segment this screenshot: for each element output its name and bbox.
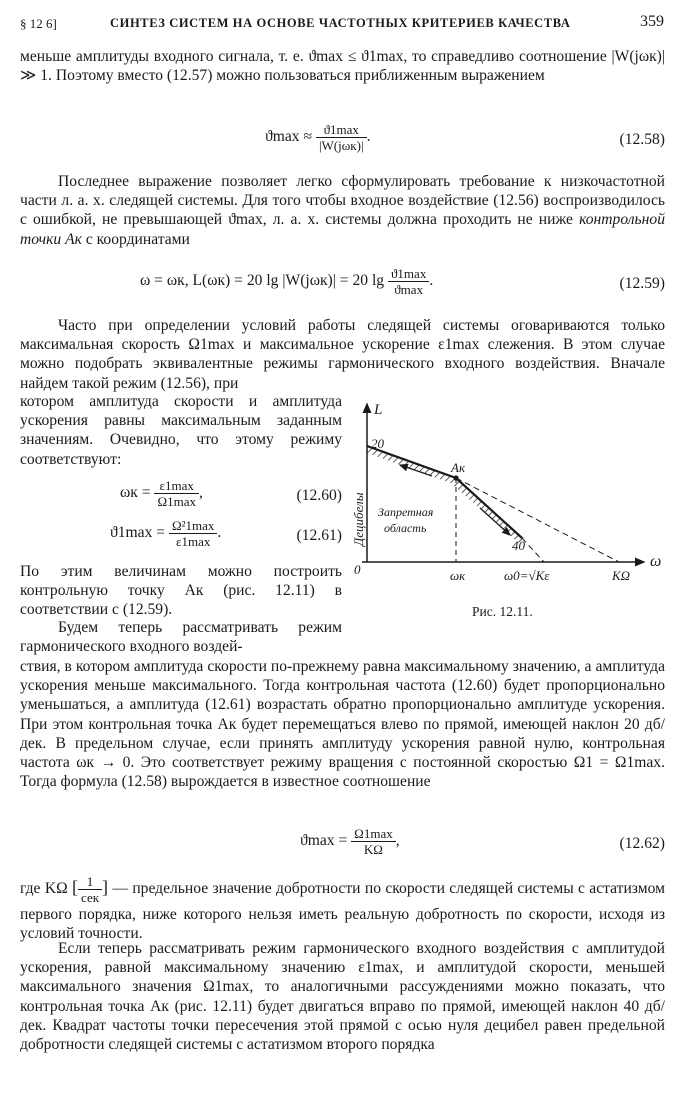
wk-label: ωк	[450, 568, 466, 583]
page-number: 359	[640, 13, 664, 30]
region-label-2: область	[384, 521, 427, 535]
fraction: $\frac{\varepsilon 1\max}{\Omega 1\max}$	[154, 478, 199, 509]
equation-number: (12.60)	[296, 487, 342, 504]
equation-12-59: ω = ωк, L(ωк) = 20 lg |W(jωк)| = 20 lg $\frac{ϑ1\max}{ϑ\max}$ . (12.59)	[140, 266, 665, 297]
equation-number: (12.62)	[619, 835, 665, 852]
slope-40-label: 40	[512, 538, 525, 553]
running-title: СИНТЕЗ СИСТЕМ НА ОСНОВЕ ЧАСТОТНЫХ КРИТЕРИЕВ КАЧЕСТВА	[110, 16, 571, 30]
dashed-extension-40	[522, 538, 544, 562]
equation-12-60: ωк = $\frac{\varepsilon 1\max}{\Omega 1\max}$ , (12.60)	[120, 478, 342, 509]
y-axis-label: L	[374, 402, 383, 418]
komega-label: KΩ	[612, 568, 631, 583]
paragraph-3: Часто при определении условий работы следящей системы оговариваются только максимальная скорость Ω1max и максимальное ускорение ε1max слежения. В этом случае можно подобрать эквивалентные режимы гармонического входного воздействия. Вначале найдем такой режим (12.56), при	[20, 317, 665, 392]
hatched-boundary-40	[454, 478, 524, 543]
unit-fraction: $\frac{1}{\text{сек}}$	[78, 874, 102, 905]
paragraph-6: где KΩ [ $\frac{1}{\text{сек}}$ ] — предельное значение добротности по скорости следящей системы с астатизмом первого порядка, ниже которого нельзя иметь реальную добротность по скорости, исходя из условий точности.	[20, 874, 665, 943]
paragraph-5: ствия, в котором амплитуда скорости по-прежнему равна максимальному значению, а амплитуда ускорения меньше максимального. Тогда контрольная частота (12.60) будет пропорционально уменьшаться, а амплитуда (12.61) возрастать обратно пропорционально амплитуде ускорения. При этом контрольная точка Aк будет перемещаться влево по прямой, имеющей наклон 20 дб/дек. В предельном случае, если принять амплитуду ускорения равной нулю, контрольная частота ωк → 0. Это соответствует режиму вращения с постоянной скоростью Ω1 = Ω1max. Тогда формула (12.58) вырождается в известное соотношение	[20, 658, 665, 791]
fraction: $\frac{\text{Ω²1max}}{\varepsilon 1\max}$	[169, 518, 217, 549]
region-label-1: Запретная	[378, 505, 434, 519]
section-number: § 12 6]	[20, 16, 57, 31]
running-header	[20, 14, 664, 36]
equation-12-58: ϑmax ≈ $\frac{ϑ1\max}{\text{|W(jωк)|}}$ . (12.58)	[265, 122, 665, 153]
fraction: $\frac{\Omega 1\max}{K\Omega}$	[351, 826, 396, 857]
paragraph-3-left: котором амплитуда скорости и амплитуда ускорения равны максимальным заданным значениям. Очевидно, что этому режиму соответствуют:	[20, 393, 342, 468]
fraction: $\frac{ϑ1\max}{ϑ\max}$	[388, 266, 429, 297]
x-axis-label: ω	[650, 553, 662, 570]
origin-label: 0	[354, 562, 361, 577]
fraction: $\frac{ϑ1\max}{\text{|W(jωк)|}}$	[316, 122, 367, 153]
control-point-ak	[453, 475, 458, 480]
equation-number: (12.61)	[296, 527, 342, 544]
paragraph-4: По этим величинам можно построить контрольную точку Aк (рис. 12.11) в соответствии с (12.59).	[20, 563, 342, 619]
equation-number: (12.58)	[619, 131, 665, 148]
paragraph-7: Если теперь рассматривать режим гармонического входного воздействия с амплитудой ускорения, равной максимальному значению ε1max, и амплитудой скорости, меньшей максимального значения Ω1max, то аналогичными рассуждениями можно показать, что контрольная точка Aк (рис. 12.11) будет двигаться вправо по прямой, имеющей наклон 40 дб/дек. Квадрат частоты точки пересечения этой прямой с осью нуля децибел равен предельной добротности следящей системы с астатизмом второго порядка	[20, 940, 665, 1054]
paragraph-5-left: Будем теперь рассматривать режим гармонического входного воздей-	[20, 619, 342, 656]
equation-12-61: ϑ1max = $\frac{\text{Ω²1max}}{\varepsilon 1\max}$ . (12.61)	[110, 518, 342, 549]
w0-label: ω0=√Kε	[504, 568, 550, 583]
slope-20-label: 20	[371, 436, 384, 451]
equation-number: (12.59)	[619, 275, 665, 292]
equation-12-62: ϑmax = $\frac{\Omega 1\max}{K\Omega}$ , (12.62)	[300, 826, 665, 857]
point-ak-label: Aк	[451, 460, 466, 475]
figure-caption: Рис. 12.11.	[472, 604, 533, 619]
paragraph-2: Последнее выражение позволяет легко сформулировать требование к низкочастотной части л. а. х. следящей системы. Для того чтобы входное воздействие (12.56) воспроизводилось с ошибкой, не превышающей ϑmax, л. а. х. системы должна проходить не ниже контрольной точки Aк с координатами	[20, 173, 665, 248]
slope-40-line	[456, 478, 522, 538]
paragraph-1: меньше амплитуды входного сигнала, т. е. ϑmax ≤ ϑ1max, то справедливо соотношение |W(jωк)| ≫ 1. Поэтому вместо (12.57) можно пользоваться приближенным выражением	[20, 48, 665, 85]
dashed-extension-20	[456, 478, 619, 562]
y-title: Децибелы	[351, 492, 366, 546]
